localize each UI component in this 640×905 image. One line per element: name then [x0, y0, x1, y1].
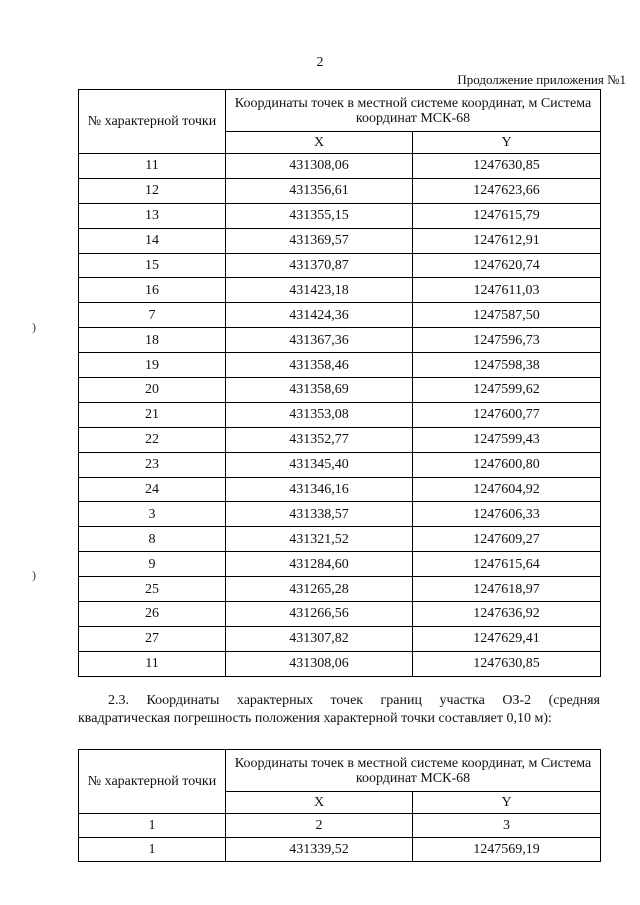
cell-x: 431424,36	[226, 303, 413, 328]
table-row	[79, 651, 601, 676]
cell-y: 1247609,27	[413, 527, 601, 552]
cell-x: 431284,60	[226, 552, 413, 577]
coordinates-table-1	[78, 89, 601, 677]
cell-point-number: 13	[79, 203, 226, 228]
punch-hole-mark: )	[32, 568, 36, 582]
section-line-2: квадратическая погрешность положения характерной точки составляет 0,10 м):	[78, 711, 552, 726]
cell-y: 1247615,79	[413, 203, 601, 228]
section-paragraph	[78, 692, 600, 728]
header-coordinates: Координаты точек в местной системе координат, м Система координат МСК-68	[226, 90, 601, 132]
cell-x: 431265,28	[226, 577, 413, 602]
cell-x: 431346,16	[226, 477, 413, 502]
cell-y: 1247618,97	[413, 577, 601, 602]
table-row	[79, 577, 601, 602]
cell-x: 431355,15	[226, 203, 413, 228]
cell-x: 431370,87	[226, 253, 413, 278]
cell-point-number: 9	[79, 552, 226, 577]
header-x: X	[226, 792, 413, 814]
cell-y: 1247630,85	[413, 651, 601, 676]
cell-point-number: 11	[79, 154, 226, 179]
table-row	[79, 353, 601, 378]
table-row	[79, 328, 601, 353]
table-row	[79, 178, 601, 203]
table-row	[79, 427, 601, 452]
cell-y: 1247636,92	[413, 602, 601, 627]
cell-y: 1247600,80	[413, 452, 601, 477]
cell-x: 431266,56	[226, 602, 413, 627]
cell-y: 1247599,62	[413, 378, 601, 403]
cell-point-number: 24	[79, 477, 226, 502]
cell-x: 431353,08	[226, 402, 413, 427]
cell-x: 431358,46	[226, 353, 413, 378]
cell-point-number: 25	[79, 577, 226, 602]
table-row	[79, 814, 601, 838]
cell-y: 1247587,50	[413, 303, 601, 328]
cell-point-number: 14	[79, 228, 226, 253]
cell-point-number: 8	[79, 527, 226, 552]
header-point-number: № характерной точки	[79, 90, 226, 154]
cell-point-number: 11	[79, 651, 226, 676]
cell-x: 431308,06	[226, 154, 413, 179]
cell-point-number: 19	[79, 353, 226, 378]
cell-y: 1247606,33	[413, 502, 601, 527]
punch-hole-mark: )	[32, 320, 36, 334]
cell-x: 431367,36	[226, 328, 413, 353]
section-line-1: 2.3. Координаты характерных точек границ участка ОЗ-2 (средняя	[108, 693, 600, 708]
cell-y: 1247630,85	[413, 154, 601, 179]
cell-y: 1247615,64	[413, 552, 601, 577]
table-row	[79, 477, 601, 502]
header-x: X	[226, 132, 413, 154]
table-row	[79, 626, 601, 651]
cell-x: 2	[226, 814, 413, 838]
cell-x: 431321,52	[226, 527, 413, 552]
appendix-note: Продолжение приложения №1	[457, 72, 626, 87]
cell-point-number: 26	[79, 602, 226, 627]
header-coordinates: Координаты точек в местной системе координат, м Система координат МСК-68	[226, 750, 601, 792]
header-point-number: № характерной точки	[79, 750, 226, 814]
cell-point-number: 16	[79, 278, 226, 303]
cell-point-number: 23	[79, 452, 226, 477]
cell-x: 431369,57	[226, 228, 413, 253]
table-row	[79, 203, 601, 228]
cell-y: 1247623,66	[413, 178, 601, 203]
table-row	[79, 154, 601, 179]
cell-y: 1247611,03	[413, 278, 601, 303]
cell-point-number: 12	[79, 178, 226, 203]
cell-y: 1247596,73	[413, 328, 601, 353]
cell-y: 1247620,74	[413, 253, 601, 278]
cell-point-number: 1	[79, 814, 226, 838]
cell-x: 431352,77	[226, 427, 413, 452]
coordinates-table-2	[78, 749, 601, 862]
cell-x: 431358,69	[226, 378, 413, 403]
cell-y: 3	[413, 814, 601, 838]
cell-y: 1247598,38	[413, 353, 601, 378]
table-row	[79, 228, 601, 253]
cell-x: 431308,06	[226, 651, 413, 676]
cell-y: 1247600,77	[413, 402, 601, 427]
cell-y: 1247629,41	[413, 626, 601, 651]
table-row	[79, 278, 601, 303]
table-row	[79, 253, 601, 278]
cell-x: 431356,61	[226, 178, 413, 203]
table-row	[79, 838, 601, 862]
cell-y: 1247612,91	[413, 228, 601, 253]
cell-point-number: 18	[79, 328, 226, 353]
table-row	[79, 552, 601, 577]
cell-point-number: 7	[79, 303, 226, 328]
header-y: Y	[413, 792, 601, 814]
table-row	[79, 502, 601, 527]
cell-x: 431307,82	[226, 626, 413, 651]
cell-point-number: 27	[79, 626, 226, 651]
cell-x: 431423,18	[226, 278, 413, 303]
cell-y: 1247599,43	[413, 427, 601, 452]
table-row	[79, 402, 601, 427]
page-number: 2	[316, 55, 324, 70]
cell-y: 1247604,92	[413, 477, 601, 502]
cell-x: 431345,40	[226, 452, 413, 477]
table-row	[79, 452, 601, 477]
table-row	[79, 378, 601, 403]
cell-point-number: 21	[79, 402, 226, 427]
table-row	[79, 303, 601, 328]
cell-x: 431338,57	[226, 502, 413, 527]
cell-point-number: 3	[79, 502, 226, 527]
cell-point-number: 1	[79, 838, 226, 862]
cell-point-number: 15	[79, 253, 226, 278]
cell-y: 1247569,19	[413, 838, 601, 862]
header-y: Y	[413, 132, 601, 154]
cell-x: 431339,52	[226, 838, 413, 862]
table-row	[79, 527, 601, 552]
table-row	[79, 602, 601, 627]
cell-point-number: 20	[79, 378, 226, 403]
cell-point-number: 22	[79, 427, 226, 452]
